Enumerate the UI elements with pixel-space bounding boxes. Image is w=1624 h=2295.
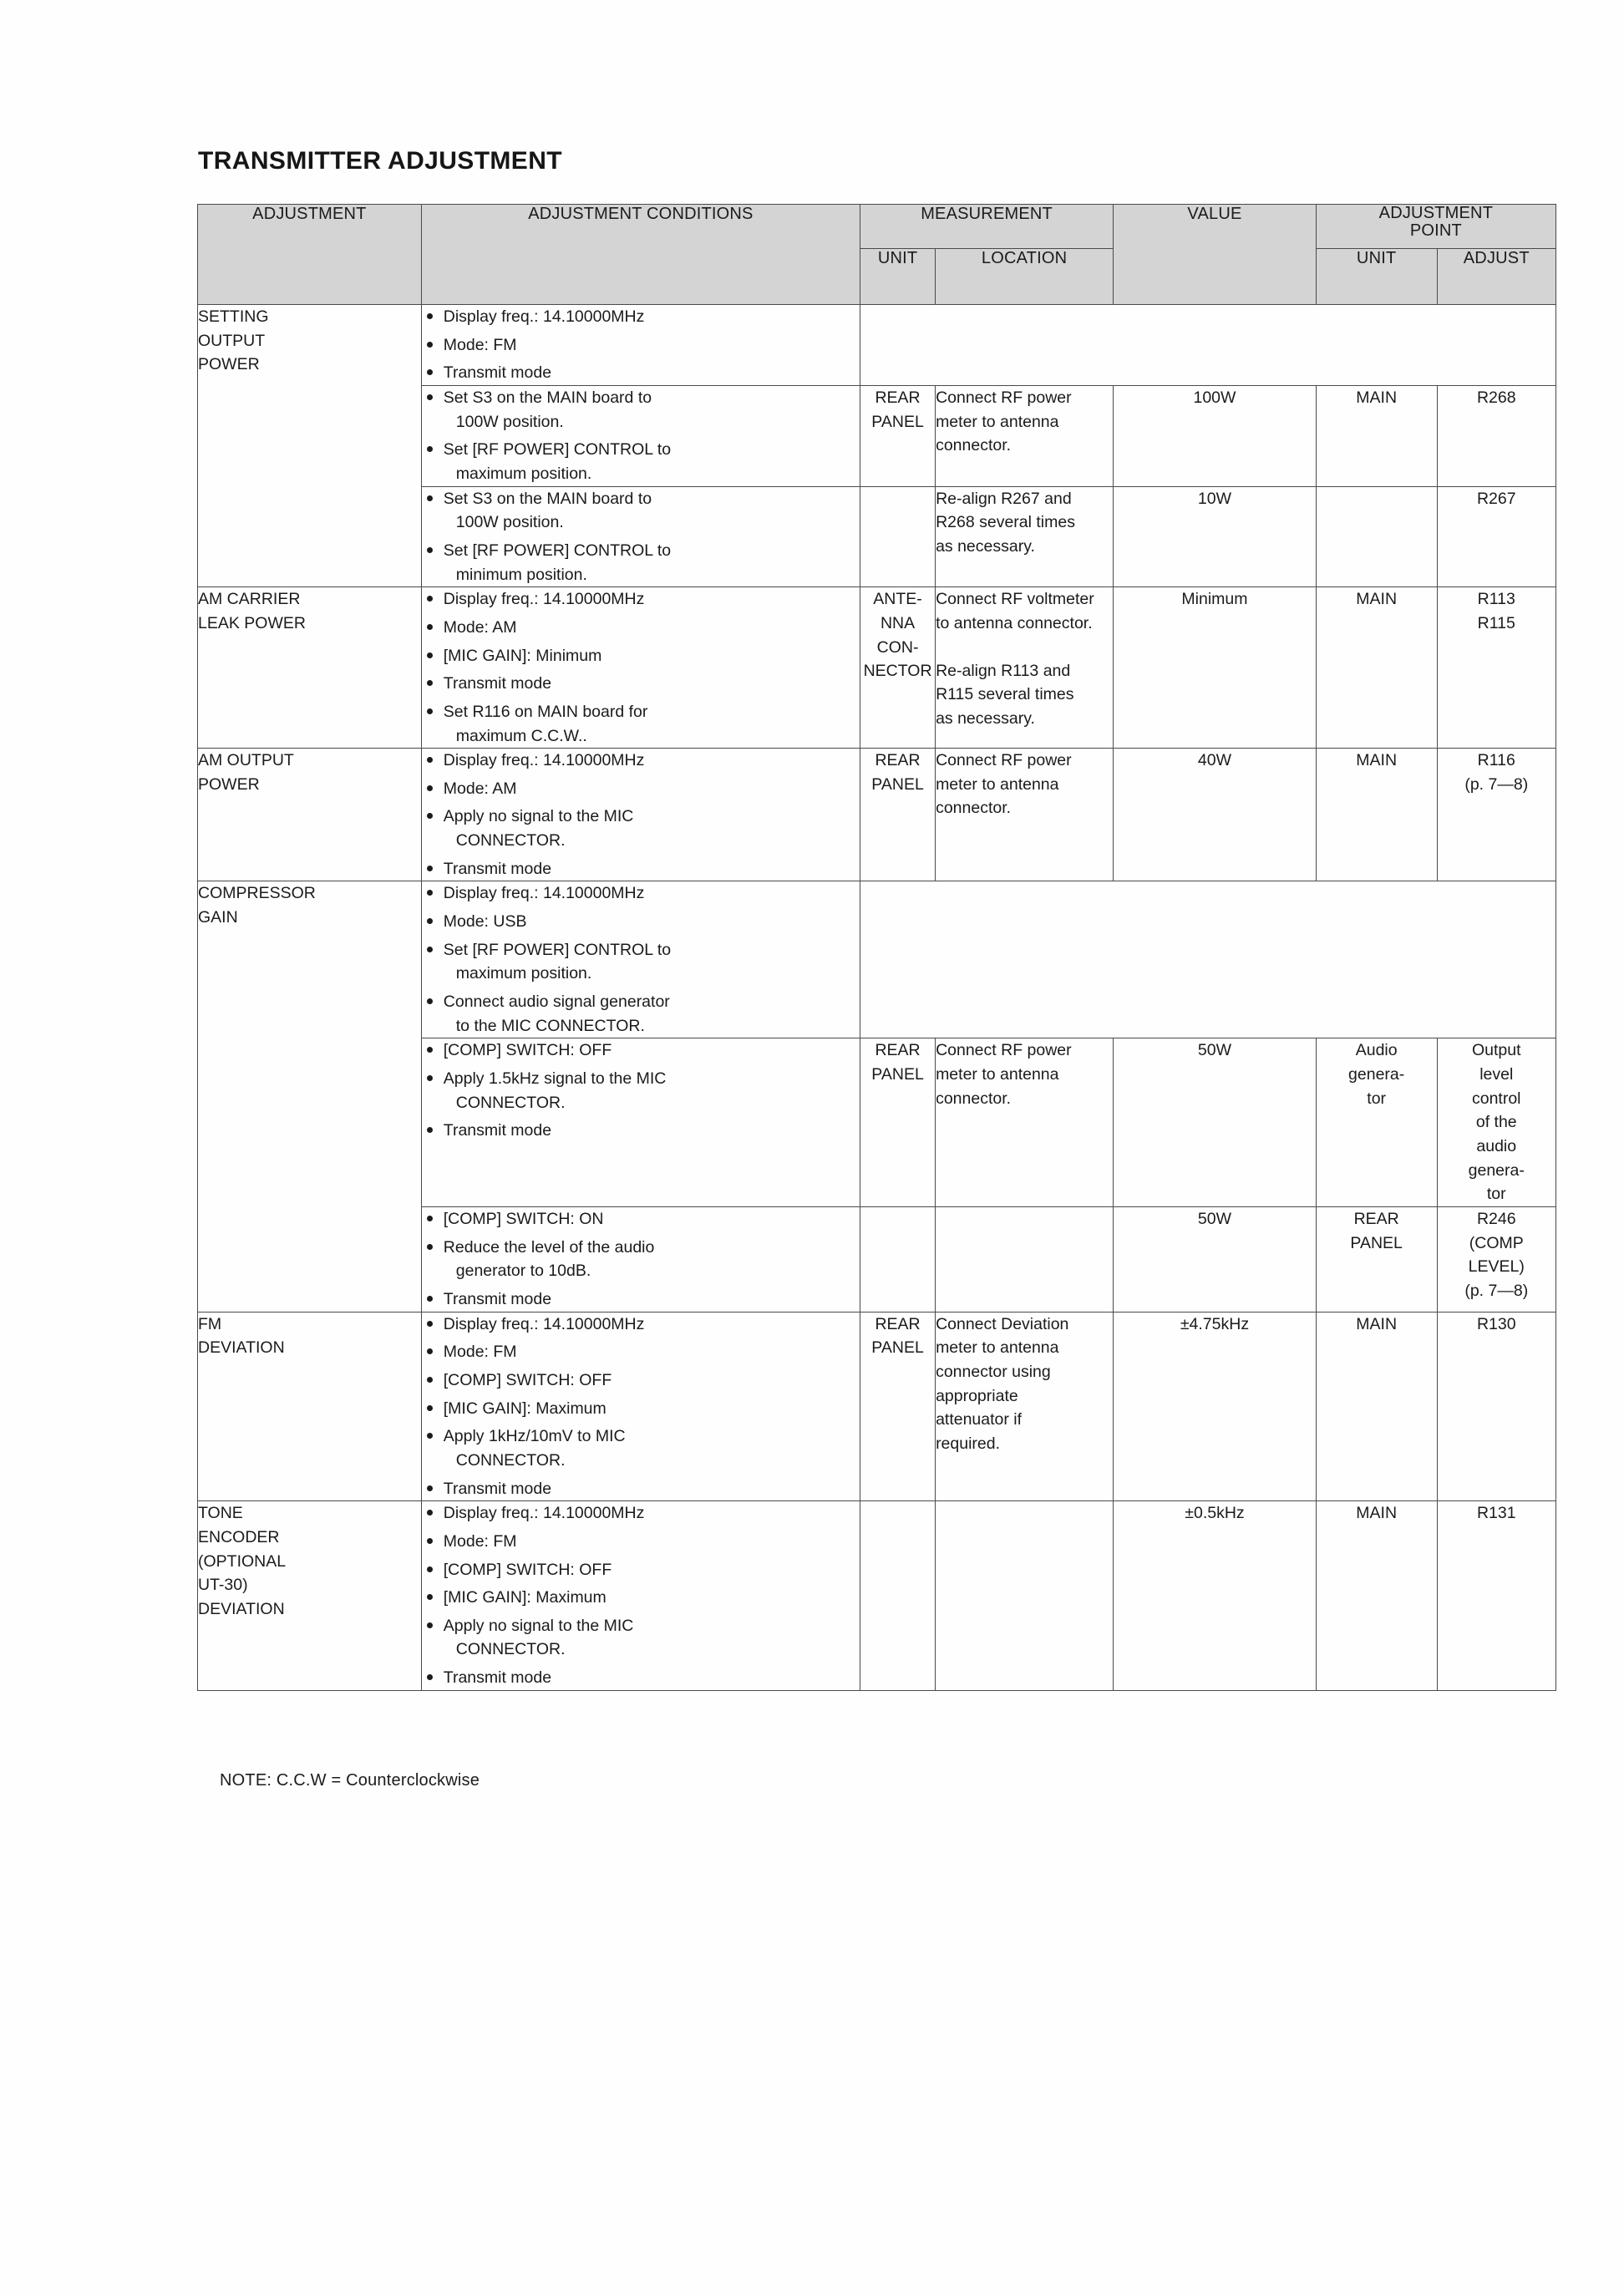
cell-measurement-location-line: meter to antenna xyxy=(936,412,1059,431)
cell-adjustment-line: DEVIATION xyxy=(198,1599,285,1618)
condition-item: Apply 1kHz/10mV to MIC CONNECTOR. xyxy=(422,1424,860,1472)
page-title: TRANSMITTER ADJUSTMENT xyxy=(198,147,563,175)
cell-value xyxy=(1114,1038,1317,1207)
cell-point-adjust-line: R116 xyxy=(1477,751,1515,770)
cell-point-adjust xyxy=(1437,1312,1555,1501)
cell-point-unit xyxy=(1316,1501,1437,1691)
cell-point-adjust-line: (p. 7—8) xyxy=(1464,774,1529,794)
condition-item: Set S3 on the MAIN board to 100W position. xyxy=(422,487,860,535)
cell-adjustment-line: ENCODER xyxy=(198,1527,280,1546)
condition-item-continuation: maximum position. xyxy=(455,464,592,483)
cell-measurement-unit-line: PANEL xyxy=(871,774,924,794)
condition-item: Transmit mode xyxy=(422,1666,860,1690)
table-row xyxy=(198,881,1556,1038)
cell-adjustment xyxy=(198,587,422,749)
cell-measurement-location-line: Connect RF power xyxy=(936,751,1072,770)
cell-point-unit-line: MAIN xyxy=(1356,1504,1398,1523)
condition-list xyxy=(422,1038,860,1143)
cell-adjustment xyxy=(198,1501,422,1691)
cell-point-unit-line: REAR xyxy=(1353,1209,1399,1228)
cell-adjustment-line: POWER xyxy=(198,355,260,374)
cell-adjustment xyxy=(198,305,422,587)
cell-point-adjust-line: LEVEL) xyxy=(1468,1257,1525,1277)
cell-measurement-location-line: Connect RF power xyxy=(936,388,1072,407)
cell-adjustment-conditions xyxy=(421,486,860,587)
cell-point-adjust xyxy=(1437,385,1555,486)
condition-item: Display freq.: 14.10000MHz xyxy=(422,749,860,773)
condition-item-continuation: maximum C.C.W.. xyxy=(455,726,587,745)
cell-measurement-location-line: connector. xyxy=(936,799,1012,818)
condition-item: [COMP] SWITCH: OFF xyxy=(422,1038,860,1063)
cell-adjustment-line: AM CARRIER xyxy=(198,590,301,609)
cell-point-adjust-line: (p. 7—8) xyxy=(1464,1281,1529,1300)
cell-adjustment-line: (OPTIONAL xyxy=(198,1551,287,1571)
cell-measurement-unit xyxy=(860,749,936,881)
cell-measurement-location-line: Connect Deviation xyxy=(936,1314,1069,1333)
condition-item: Transmit mode xyxy=(422,1119,860,1143)
cell-adjustment-conditions xyxy=(421,749,860,881)
cell-value-line: ±4.75kHz xyxy=(1180,1314,1250,1333)
cell-point-adjust-line: tor xyxy=(1486,1185,1506,1204)
cell-measurement-location xyxy=(936,385,1114,486)
cell-measurement-location xyxy=(936,1501,1114,1691)
cell-point-adjust-line: R131 xyxy=(1476,1504,1516,1523)
condition-item-continuation: CONNECTOR. xyxy=(455,1093,566,1112)
cell-measurement-location-line: R115 several times xyxy=(936,685,1074,704)
cell-value xyxy=(1114,587,1317,749)
cell-adjustment-conditions xyxy=(421,881,860,1038)
cell-point-adjust-line: of the xyxy=(1475,1113,1517,1132)
condition-list xyxy=(422,587,860,748)
table-row xyxy=(198,305,1556,386)
header-measurement-location: LOCATION xyxy=(936,249,1114,305)
condition-item: [MIC GAIN]: Maximum xyxy=(422,1586,860,1610)
cell-value-line: 100W xyxy=(1193,388,1236,407)
condition-item-continuation: CONNECTOR. xyxy=(455,1450,566,1470)
header-adjustment-point-line2: POINT xyxy=(1409,221,1462,240)
condition-list xyxy=(422,487,860,587)
cell-measurement-unit-line: CON- xyxy=(876,637,919,657)
cell-adjustment-conditions xyxy=(421,1501,860,1691)
cell-adjustment-line: TONE xyxy=(198,1504,243,1523)
cell-point-unit-line: MAIN xyxy=(1356,388,1398,407)
cell-measurement-location-line: as necessary. xyxy=(936,536,1035,556)
condition-item-continuation: CONNECTOR. xyxy=(455,1640,566,1659)
cell-value xyxy=(1114,1206,1317,1312)
condition-item: Reduce the level of the audio generator to 10dB. xyxy=(422,1236,860,1283)
header-adjustment-point-line1: ADJUSTMENT xyxy=(1378,204,1494,222)
cell-point-adjust xyxy=(1437,1501,1555,1691)
condition-item: Mode: FM xyxy=(422,333,860,358)
condition-item: Mode: FM xyxy=(422,1340,860,1364)
condition-list xyxy=(422,1501,860,1690)
cell-measurement-location xyxy=(936,1038,1114,1207)
condition-list xyxy=(422,749,860,881)
cell-measurement-location-line: appropriate xyxy=(936,1386,1018,1405)
transmitter-adjustment-table xyxy=(197,204,1556,1691)
condition-item-continuation: minimum position. xyxy=(455,565,587,584)
condition-item: Display freq.: 14.10000MHz xyxy=(422,305,860,329)
table-body xyxy=(198,305,1556,1691)
cell-measurement-location xyxy=(936,749,1114,881)
cell-measurement-unit-line: PANEL xyxy=(871,1338,924,1358)
cell-measurement-location-line: connector. xyxy=(936,436,1012,455)
cell-measurement-unit-line: REAR xyxy=(875,388,921,407)
cell-measurement-location-line: Re-align R113 and xyxy=(936,661,1071,680)
cell-point-adjust-line: R268 xyxy=(1476,388,1516,407)
condition-item: Set R116 on MAIN board for maximum C.C.W.. xyxy=(422,700,860,748)
condition-item: Apply 1.5kHz signal to the MIC CONNECTOR. xyxy=(422,1067,860,1114)
condition-item: Set [RF POWER] CONTROL to maximum position. xyxy=(422,938,860,986)
cell-point-adjust-line: R115 xyxy=(1477,613,1515,632)
condition-item: Display freq.: 14.10000MHz xyxy=(422,587,860,612)
cell-measurement-location-line: Re-align R267 and xyxy=(936,489,1072,508)
condition-item: Display freq.: 14.10000MHz xyxy=(422,881,860,906)
condition-item-continuation: CONNECTOR. xyxy=(455,831,566,850)
condition-item-continuation: 100W position. xyxy=(455,412,564,431)
condition-item-continuation: to the MIC CONNECTOR. xyxy=(455,1016,645,1035)
cell-measurement-location xyxy=(936,1312,1114,1501)
cell-measurement-location-line: to antenna connector. xyxy=(936,613,1093,632)
cell-adjustment-conditions xyxy=(421,587,860,749)
location-paragraph-gap xyxy=(936,636,1113,659)
cell-adjustment-conditions xyxy=(421,1038,860,1207)
cell-measurement-unit-line: PANEL xyxy=(871,1065,924,1084)
cell-measurement-location-line: connector. xyxy=(936,1089,1012,1108)
cell-measurement-location xyxy=(936,1206,1114,1312)
cell-point-adjust-line: audio xyxy=(1476,1137,1517,1155)
condition-item-continuation: 100W position. xyxy=(455,513,564,532)
cell-measurement-unit xyxy=(860,385,936,486)
condition-item: Mode: AM xyxy=(422,616,860,640)
cell-measurement-unit xyxy=(860,486,936,587)
cell-point-unit-line: MAIN xyxy=(1356,590,1398,609)
table-row xyxy=(198,1501,1556,1691)
condition-item: Display freq.: 14.10000MHz xyxy=(422,1501,860,1526)
condition-item: Mode: USB xyxy=(422,910,860,934)
condition-item: Set [RF POWER] CONTROL to minimum position. xyxy=(422,539,860,586)
cell-adjustment-conditions xyxy=(421,385,860,486)
cell-adjustment-line: UT-30) xyxy=(198,1576,248,1595)
cell-measurement-location xyxy=(936,486,1114,587)
cell-measurement-unit-line: REAR xyxy=(875,751,921,770)
cell-point-adjust xyxy=(1437,587,1555,749)
cell-adjustment-conditions xyxy=(421,1312,860,1501)
cell-measurement-location-line: Connect RF voltmeter xyxy=(936,590,1094,609)
cell-measurement-location-line: meter to antenna xyxy=(936,1338,1059,1358)
cell-point-adjust-line: genera- xyxy=(1468,1160,1525,1180)
cell-point-unit-line: genera- xyxy=(1348,1065,1405,1084)
cell-point-unit xyxy=(1316,749,1437,881)
cell-measurement-unit-line: REAR xyxy=(875,1041,921,1060)
cell-adjustment-line: AM OUTPUT xyxy=(198,751,294,770)
cell-point-adjust-line: R113 xyxy=(1477,590,1515,609)
cell-point-unit-line: MAIN xyxy=(1356,751,1398,770)
condition-list xyxy=(422,1207,860,1312)
cell-value xyxy=(1114,1501,1317,1691)
cell-value xyxy=(1114,1312,1317,1501)
cell-measurement-unit-line: NECTOR xyxy=(863,662,932,681)
cell-value-line: 10W xyxy=(1197,489,1232,508)
table-row xyxy=(198,587,1556,749)
condition-item: [COMP] SWITCH: OFF xyxy=(422,1558,860,1582)
condition-list xyxy=(422,881,860,1038)
footer-note: NOTE: C.C.W = Counterclockwise xyxy=(220,1771,480,1790)
cell-measurement-unit xyxy=(860,587,936,749)
cell-point-adjust xyxy=(1437,1206,1555,1312)
condition-item-continuation: maximum position. xyxy=(455,964,592,983)
cell-adjustment-line: DEVIATION xyxy=(198,1338,285,1358)
cell-point-unit xyxy=(1316,1206,1437,1312)
cell-adjustment-line: SETTING xyxy=(198,307,269,326)
cell-adjustment-conditions xyxy=(421,1206,860,1312)
cell-value xyxy=(1114,486,1317,587)
condition-item: Mode: FM xyxy=(422,1530,860,1554)
cell-point-adjust-line: R267 xyxy=(1476,489,1516,508)
cell-point-adjust xyxy=(1437,486,1555,587)
cell-measurement-unit-line: ANTE- xyxy=(873,590,922,609)
cell-point-unit xyxy=(1316,486,1437,587)
header-adjustment: ADJUSTMENT xyxy=(198,205,422,305)
condition-item: Set [RF POWER] CONTROL to maximum position. xyxy=(422,438,860,485)
cell-value xyxy=(1114,385,1317,486)
header-adjustment-point-adjust: ADJUST xyxy=(1437,249,1555,305)
header-value: VALUE xyxy=(1114,205,1317,305)
cell-measurement-unit xyxy=(860,1312,936,1501)
header-measurement: MEASUREMENT xyxy=(860,205,1114,249)
cell-measurement-location-line: required. xyxy=(936,1434,1001,1453)
condition-list xyxy=(422,305,860,385)
condition-list xyxy=(422,1313,860,1501)
cell-adjustment xyxy=(198,749,422,881)
cell-point-adjust-line: (COMP xyxy=(1469,1233,1524,1252)
cell-adjustment-line: GAIN xyxy=(198,908,238,927)
table-row xyxy=(198,1312,1556,1501)
cell-adjustment-line: POWER xyxy=(198,774,260,794)
cell-adjustment-line: COMPRESSOR xyxy=(198,884,316,903)
condition-item: Transmit mode xyxy=(422,1477,860,1501)
cell-measurement-unit xyxy=(860,1501,936,1691)
cell-point-adjust-line: R130 xyxy=(1476,1314,1516,1333)
condition-item: Transmit mode xyxy=(422,672,860,696)
cell-measurement-location-line: meter to antenna xyxy=(936,1065,1059,1084)
cell-point-unit-line: PANEL xyxy=(1350,1233,1403,1252)
condition-item: [MIC GAIN]: Maximum xyxy=(422,1397,860,1421)
header-adjustment-conditions: ADJUSTMENT CONDITIONS xyxy=(421,205,860,305)
condition-item: Transmit mode xyxy=(422,361,860,385)
condition-item: Display freq.: 14.10000MHz xyxy=(422,1313,860,1337)
cell-point-unit-line: Audio xyxy=(1355,1041,1398,1060)
cell-measurement-unit xyxy=(860,1206,936,1312)
cell-point-unit xyxy=(1316,385,1437,486)
condition-item: Transmit mode xyxy=(422,1287,860,1312)
cell-adjustment-line: OUTPUT xyxy=(198,331,266,350)
cell-measurement-location-line: Connect RF power xyxy=(936,1041,1072,1060)
cell-point-adjust-line: R246 xyxy=(1476,1209,1516,1228)
cell-point-adjust-line: control xyxy=(1471,1089,1521,1108)
cell-point-adjust-line: level xyxy=(1479,1065,1514,1084)
header-adjustment-point-unit: UNIT xyxy=(1316,249,1437,305)
header-measurement-unit: UNIT xyxy=(860,249,936,305)
cell-adjustment xyxy=(198,881,422,1312)
condition-item: Set S3 on the MAIN board to 100W position. xyxy=(422,386,860,434)
condition-item: [MIC GAIN]: Minimum xyxy=(422,644,860,668)
cell-measurement-unit-line: NNA xyxy=(880,613,916,632)
cell-value-line: 50W xyxy=(1197,1209,1232,1228)
condition-list xyxy=(422,386,860,486)
cell-point-unit-line: MAIN xyxy=(1356,1314,1398,1333)
cell-point-unit-line: tor xyxy=(1367,1089,1387,1108)
condition-item: Apply no signal to the MIC CONNECTOR. xyxy=(422,1614,860,1662)
cell-value-line: ±0.5kHz xyxy=(1185,1504,1245,1523)
cell-measurement-unit xyxy=(860,1038,936,1207)
condition-item: Apply no signal to the MIC CONNECTOR. xyxy=(422,805,860,852)
condition-item: Mode: AM xyxy=(422,777,860,801)
table-header xyxy=(198,205,1556,305)
header-adjustment-point xyxy=(1316,205,1555,249)
condition-item-continuation: generator to 10dB. xyxy=(455,1262,591,1281)
condition-item: [COMP] SWITCH: ON xyxy=(422,1207,860,1231)
cell-point-unit xyxy=(1316,587,1437,749)
cell-measurement-location-line: meter to antenna xyxy=(936,774,1059,794)
condition-item: Transmit mode xyxy=(422,857,860,881)
cell-measurement-location-line: attenuator if xyxy=(936,1410,1023,1429)
condition-item: [COMP] SWITCH: OFF xyxy=(422,1368,860,1393)
cell-value-line: Minimum xyxy=(1181,590,1248,609)
cell-adjustment xyxy=(198,1312,422,1501)
cell-adjustment-conditions xyxy=(421,305,860,386)
cell-point-adjust xyxy=(1437,749,1555,881)
cell-adjustment-line: FM xyxy=(198,1314,222,1333)
cell-measurement-location xyxy=(936,587,1114,749)
cell-measurement-unit-line: REAR xyxy=(875,1314,921,1333)
cell-measurement-location-line: connector using xyxy=(936,1362,1051,1381)
cell-measurement-empty xyxy=(860,305,1556,386)
cell-point-adjust-line: Output xyxy=(1471,1041,1521,1060)
cell-adjustment-line: LEAK POWER xyxy=(198,613,306,632)
cell-measurement-location-line: as necessary. xyxy=(936,708,1035,728)
cell-value-line: 40W xyxy=(1197,751,1232,770)
cell-point-adjust xyxy=(1437,1038,1555,1207)
cell-value xyxy=(1114,749,1317,881)
condition-item: Connect audio signal generator to the MIC CONNECTOR. xyxy=(422,990,860,1038)
cell-measurement-empty xyxy=(860,881,1556,1038)
cell-point-unit xyxy=(1316,1038,1437,1207)
cell-value-line: 50W xyxy=(1197,1041,1232,1060)
cell-point-unit xyxy=(1316,1312,1437,1501)
cell-measurement-unit-line: PANEL xyxy=(871,412,924,431)
table-row xyxy=(198,749,1556,881)
cell-measurement-location-line: R268 several times xyxy=(936,513,1075,532)
